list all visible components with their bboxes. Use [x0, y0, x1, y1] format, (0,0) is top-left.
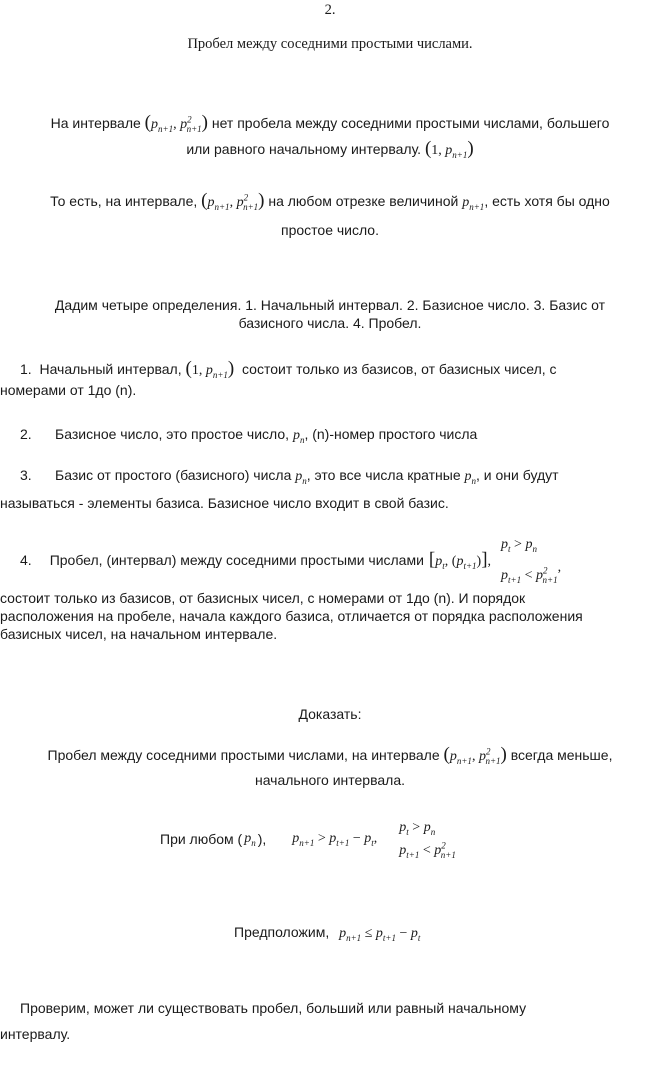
text-span: То есть, на интервале, [50, 193, 198, 209]
text-span: На интервале [50, 115, 141, 131]
formula-interval: ($p_{n+1}$, $p^2_{n+1}$) [443, 744, 507, 766]
paragraph-line: расположения на пробеле, начала каждого базиса, отличается от порядка расположения [0, 608, 583, 624]
paragraph-line: простое число. [281, 222, 379, 238]
text-span: Пробел, (интервал) между соседними простыми числами [49, 552, 424, 568]
paragraph-interval-claim [0, 112, 660, 160]
paragraph-line: номерами от 1до (n). [0, 382, 137, 398]
paragraph-line [0, 467, 660, 485]
condition-any-n [0, 816, 660, 862]
text-span: всегда меньше, [510, 747, 613, 763]
formula-p-n: $p_n$ [464, 469, 477, 486]
condition-2: $p_{t+1} < p^2_{n+1}$ [399, 840, 456, 860]
formula-p-n: $p_n$ [244, 831, 256, 848]
assumption [0, 924, 660, 942]
text-span: состоит только из базисов, от базисных чисел, с [242, 361, 557, 377]
text-span: на любом отрезке величиной [268, 193, 459, 209]
condition-1: $p_t > p_n$ [501, 537, 537, 554]
paragraph-line [0, 744, 660, 766]
paragraph-line: интервалу. [0, 1026, 71, 1042]
prove-heading: Доказать: [298, 706, 362, 722]
list-number: 4. [20, 552, 32, 568]
formula-gap-interval: [$p_t$, $(p_{t+1})$], [428, 549, 492, 571]
text-span: Начальный интервал, [39, 361, 182, 377]
formula-initial-interval: (1, $p_{n+1}$) [185, 358, 235, 380]
paragraph-line [0, 190, 660, 212]
prove-statement [0, 744, 660, 788]
paragraph-line [0, 533, 660, 587]
paragraph-line [0, 924, 660, 942]
paragraph-interval-restated [0, 190, 660, 238]
text-span: , и они будут [476, 467, 559, 483]
formula-p-n: $p_n$ [292, 428, 305, 445]
list-number: 2. [20, 426, 32, 442]
paragraph-line [0, 816, 660, 862]
definitions-intro [0, 297, 660, 331]
formula-conditions [399, 816, 456, 862]
formula-initial-interval: (1, $p_{n+1}$) [424, 138, 474, 160]
paragraph-line [0, 358, 660, 380]
paragraph-line: Проверим, может ли существовать пробел, больший или равный начальному [20, 1000, 527, 1016]
text-span: Предположим, [234, 924, 330, 940]
text-span: ), [257, 831, 267, 847]
formula-conditions [501, 533, 561, 587]
definition-2 [0, 426, 660, 444]
text-span: Базисное число, это простое число, [55, 426, 290, 442]
formula-assumption: $p_{n+1} \le p_{t+1} - p_t$ [339, 926, 421, 943]
paragraph-line [0, 112, 660, 134]
formula-interval: ($p_{n+1}$, $p^2_{n+1}$) [144, 112, 208, 134]
paragraph-line [0, 138, 660, 160]
paragraph-line: называться - элементы базиса. Базисное число входит в свой базис. [0, 495, 449, 511]
paragraph-line: базисного числа. 4. Пробел. [238, 315, 422, 331]
text-span: , есть хотя бы одно [484, 193, 610, 209]
definition-4 [0, 533, 660, 642]
text-span: или равного начальному интервалу. [186, 141, 422, 157]
condition-1: $p_t > p_n$ [399, 820, 436, 837]
section-title: Пробел между соседними простыми числами. [187, 36, 473, 52]
formula-interval: ($p_{n+1}$, $p^2_{n+1}$) [201, 190, 265, 212]
formula-p-n-plus-1: $p_{n+1}$ [462, 195, 485, 212]
paragraph-line: состоит только из базисов, от базисных чисел, с номерами от 1до (n). И порядок [0, 590, 526, 606]
paragraph-line: базисных чисел, на начальном интервале. [0, 626, 278, 642]
text-span: При любом ( [160, 831, 243, 847]
paragraph-line [0, 426, 660, 444]
text-span: Пробел между соседними простыми числами, на интервале [47, 747, 440, 763]
check-paragraph [0, 1000, 660, 1042]
formula-gap-inequality: $p_{n+1} > p_{t+1} - p_t$, [292, 831, 378, 848]
page-number: 2. [324, 2, 336, 18]
text-span: Базис от простого (базисного) числа [55, 467, 292, 483]
definition-3 [0, 467, 660, 511]
paragraph-line: Дадим четыре определения. 1. Начальный интервал. 2. Базисное число. 3. Базис от [54, 297, 606, 313]
text-span: , (n)-номер простого числа [304, 426, 478, 442]
paragraph-line: начального интервала. [254, 772, 406, 788]
list-number: 1. [20, 361, 32, 377]
list-number: 3. [20, 467, 32, 483]
definition-1 [0, 358, 660, 398]
condition-2: $p_{t+1} < p^2_{n+1}$, [501, 560, 562, 585]
text-span: , это все числа кратные [306, 467, 461, 483]
text-span: нет пробела между соседними простыми числами, большего [211, 115, 610, 131]
formula-p-n: $p_n$ [295, 469, 307, 486]
